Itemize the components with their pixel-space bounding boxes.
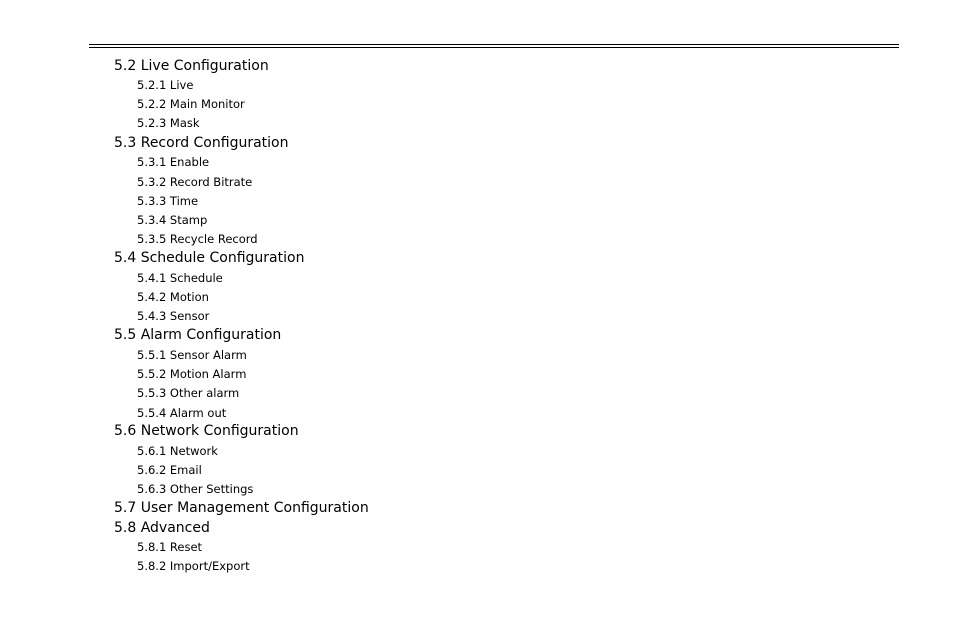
toc-subsection-5-5-4: 5.5.4 Alarm out xyxy=(137,406,227,420)
toc-section-5-5: 5.5 Alarm Configuration xyxy=(114,327,282,343)
toc-subsection-5-2-2: 5.2.2 Main Monitor xyxy=(137,97,245,111)
toc-subsection-5-3-5: 5.3.5 Recycle Record xyxy=(137,232,258,246)
toc-section-5-3: 5.3 Record Configuration xyxy=(114,135,289,151)
toc-subsection-5-5-3: 5.5.3 Other alarm xyxy=(137,386,240,400)
toc-subsection-5-5-2: 5.5.2 Motion Alarm xyxy=(137,367,247,381)
toc-subsection-5-6-1: 5.6.1 Network xyxy=(137,444,218,458)
toc-subsection-5-6-3: 5.6.3 Other Settings xyxy=(137,482,254,496)
toc-subsection-5-2-3: 5.2.3 Mask xyxy=(137,116,200,130)
toc-section-5-7: 5.7 User Management Configuration xyxy=(114,500,369,516)
toc-section-5-6: 5.6 Network Configuration xyxy=(114,423,299,439)
toc-subsection-5-8-1: 5.8.1 Reset xyxy=(137,540,203,554)
toc-subsection-5-4-3: 5.4.3 Sensor xyxy=(137,309,210,323)
toc-subsection-5-4-2: 5.4.2 Motion xyxy=(137,290,209,304)
toc-section-5-2: 5.2 Live Configuration xyxy=(114,58,269,74)
toc-subsection-5-5-1: 5.5.1 Sensor Alarm xyxy=(137,348,247,362)
toc-subsection-5-8-2: 5.8.2 Import/Export xyxy=(137,559,250,573)
toc-subsection-5-6-2: 5.6.2 Email xyxy=(137,463,202,477)
toc-subsection-5-2-1: 5.2.1 Live xyxy=(137,78,194,92)
toc-section-5-4: 5.4 Schedule Configuration xyxy=(114,250,305,266)
toc-subsection-5-4-1: 5.4.1 Schedule xyxy=(137,271,223,285)
toc-subsection-5-3-3: 5.3.3 Time xyxy=(137,194,199,208)
toc-subsection-5-3-4: 5.3.4 Stamp xyxy=(137,213,208,227)
toc-subsection-5-3-1: 5.3.1 Enable xyxy=(137,155,210,169)
toc-subsection-5-3-2: 5.3.2 Record Bitrate xyxy=(137,175,253,189)
toc-section-5-8: 5.8 Advanced xyxy=(114,520,210,536)
